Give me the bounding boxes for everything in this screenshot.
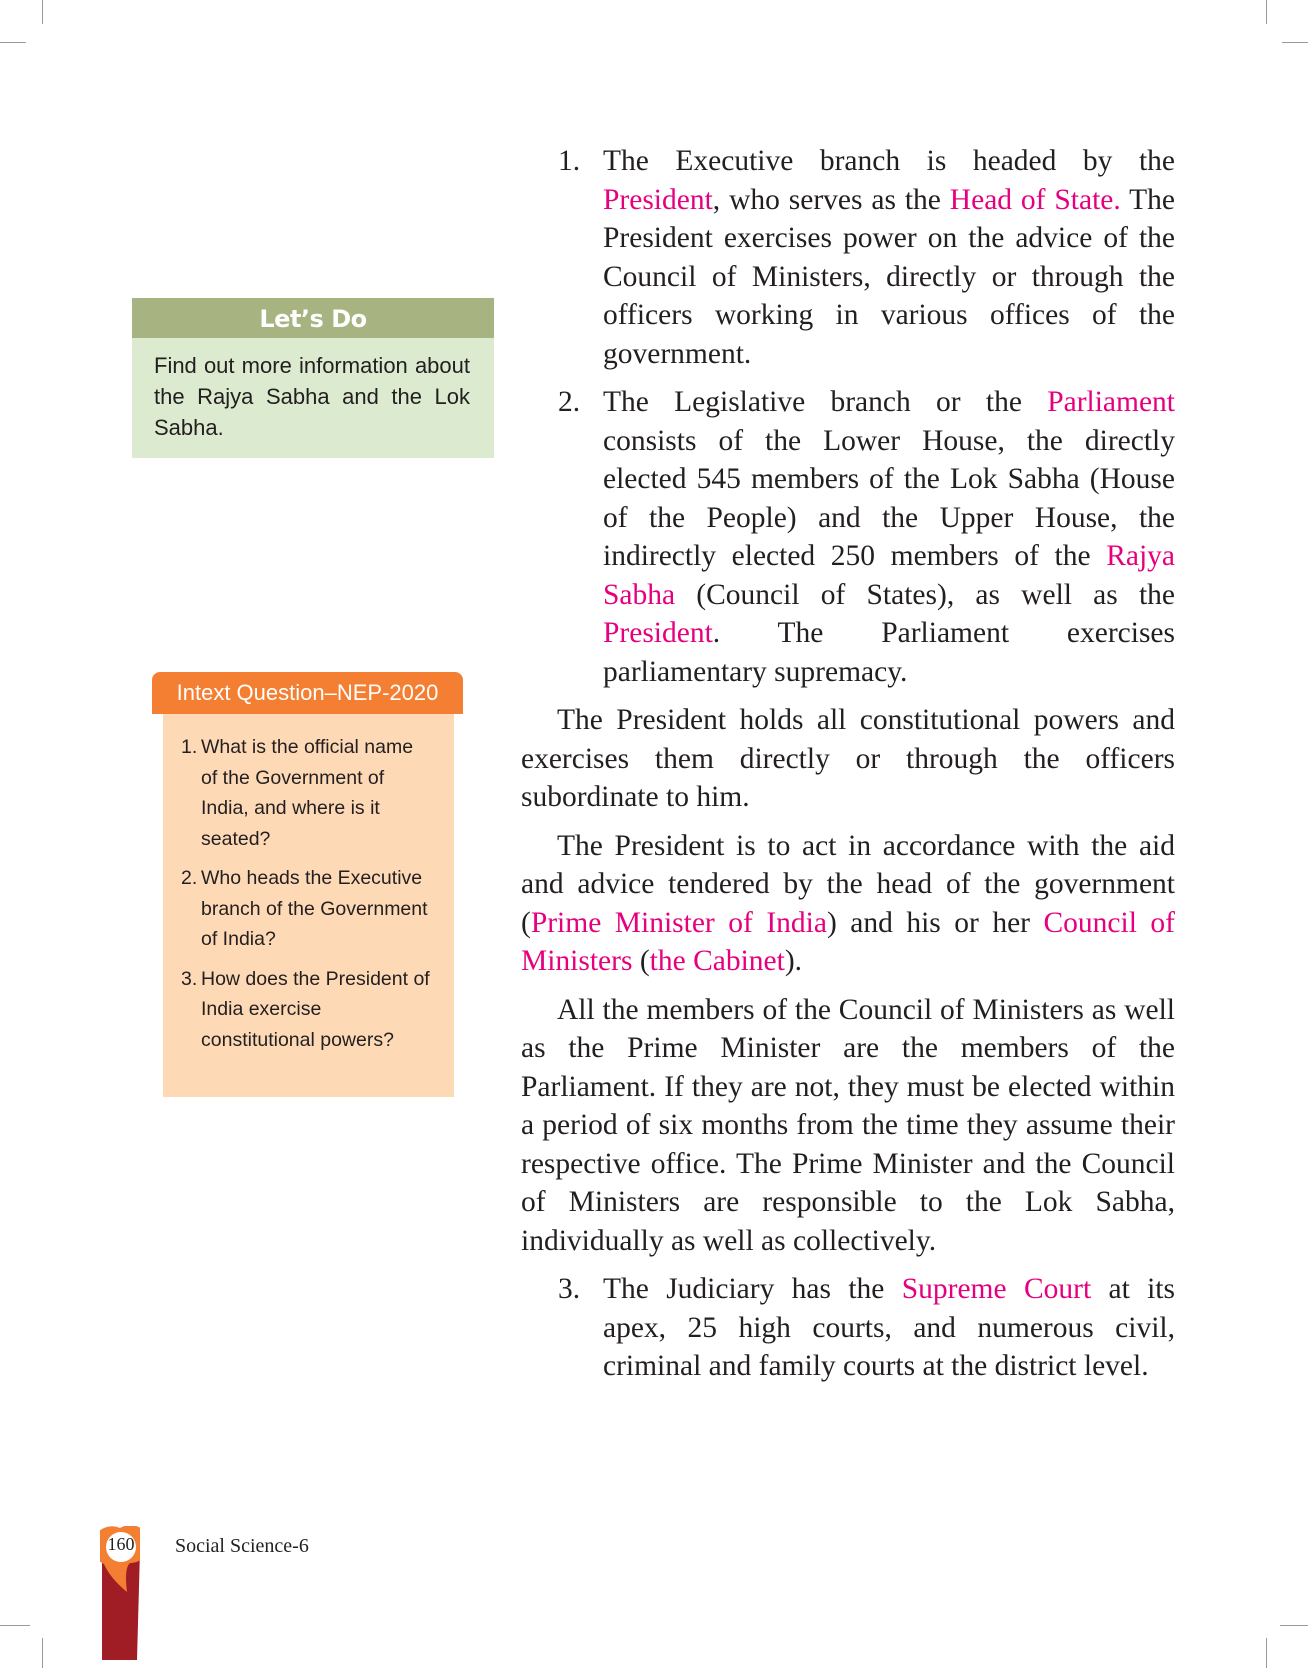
highlight-term: Head of State.	[949, 183, 1121, 216]
question-number: 2.	[181, 867, 198, 889]
crop-mark	[42, 0, 43, 24]
text: The Executive branch is headed by the	[603, 145, 1175, 177]
main-text	[521, 142, 1175, 1396]
highlight-term: Prime Minister of India	[530, 906, 827, 939]
intext-question-title: Intext Question–NEP-2020	[152, 672, 463, 714]
lets-do-title: Let’s Do	[132, 298, 494, 338]
highlight-term: President	[603, 617, 713, 649]
lets-do-box	[132, 298, 494, 458]
question-item	[181, 732, 434, 854]
highlight-term: Council of Ministers	[521, 906, 1175, 977]
page-number-badge	[100, 1526, 140, 1660]
list-number: 3.	[558, 1273, 581, 1305]
lets-do-text: Find out more information about the Rajya Sabha and the Lok Sabha.	[154, 353, 470, 440]
highlight-term: Supreme Court	[901, 1273, 1092, 1305]
highlight-term: the Cabinet	[649, 945, 785, 977]
text: (Council of States), as well as the	[675, 578, 1175, 611]
paragraph	[521, 827, 1175, 981]
crop-mark	[0, 1625, 30, 1626]
list-item-judiciary	[521, 1270, 1175, 1386]
list-number: 1.	[558, 145, 581, 177]
question-number: 1.	[181, 736, 198, 758]
crop-mark	[42, 1638, 43, 1668]
crop-mark	[1282, 42, 1308, 43]
paragraph: The President holds all constitutional powers and exercises them directly or through the officers subordinate to him.	[521, 704, 1175, 813]
text: (	[632, 945, 650, 977]
page-number: 160	[107, 1534, 135, 1554]
question-item	[181, 964, 434, 1056]
list-text	[603, 142, 1175, 373]
highlight-term: Rajya Sabha	[603, 540, 1175, 611]
question-number: 3.	[181, 967, 198, 990]
list-text	[603, 1270, 1175, 1386]
highlight-term: President	[603, 183, 713, 216]
crop-mark	[1266, 1638, 1267, 1668]
list-item-executive	[521, 142, 1175, 373]
text: ).	[784, 945, 803, 977]
question-text: How does the President of India exercise constitutional powers?	[201, 967, 430, 1051]
text: . The Parliament exercises parliamentary supremacy.	[603, 617, 1175, 688]
text: The President exercises power on the advice of the Council of Ministers, directly or through the officers working in various offices of the government.	[603, 183, 1175, 370]
text: consists of the Lower House, the directly elected 545 members of the Lok Sabha (House of the People) and the Upper House, the indirectly elected 250 members of the	[603, 424, 1175, 572]
text: , who serves as the	[712, 183, 950, 216]
text: at its apex, 25 high courts, and numerous civil, criminal and family courts at the district level.	[603, 1273, 1175, 1382]
text: The Legislative branch or the	[603, 386, 1048, 418]
list-item-legislative	[521, 383, 1175, 691]
paragraph: All the members of the Council of Ministers as well as the Prime Minister are the members of the Parliament. If they are not, they must be elected within a period of six months from the time they assume their respective office. The Prime Minister and the Council of Ministers are responsible to the Lok Sabha, individually as well as collectively.	[521, 993, 1175, 1257]
list-text	[603, 383, 1175, 691]
text: The President is to act in accordance with the aid and advice tendered by the head of the government (	[521, 829, 1175, 939]
text: ) and his or her	[826, 906, 1044, 939]
highlight-term: Parliament	[1047, 386, 1175, 418]
list-number: 2.	[558, 386, 581, 418]
crop-mark	[1266, 0, 1267, 24]
text: The Judiciary has the	[603, 1273, 902, 1305]
question-item	[181, 863, 434, 955]
book-title: Social Science-6	[175, 1535, 309, 1557]
crop-mark	[1280, 1625, 1308, 1626]
crop-mark	[0, 42, 26, 43]
intext-question-box	[163, 714, 454, 1097]
question-text: Who heads the Executive branch of the Government of India?	[201, 867, 428, 950]
question-text: What is the official name of the Government of India, and where is it seated?	[201, 736, 414, 850]
